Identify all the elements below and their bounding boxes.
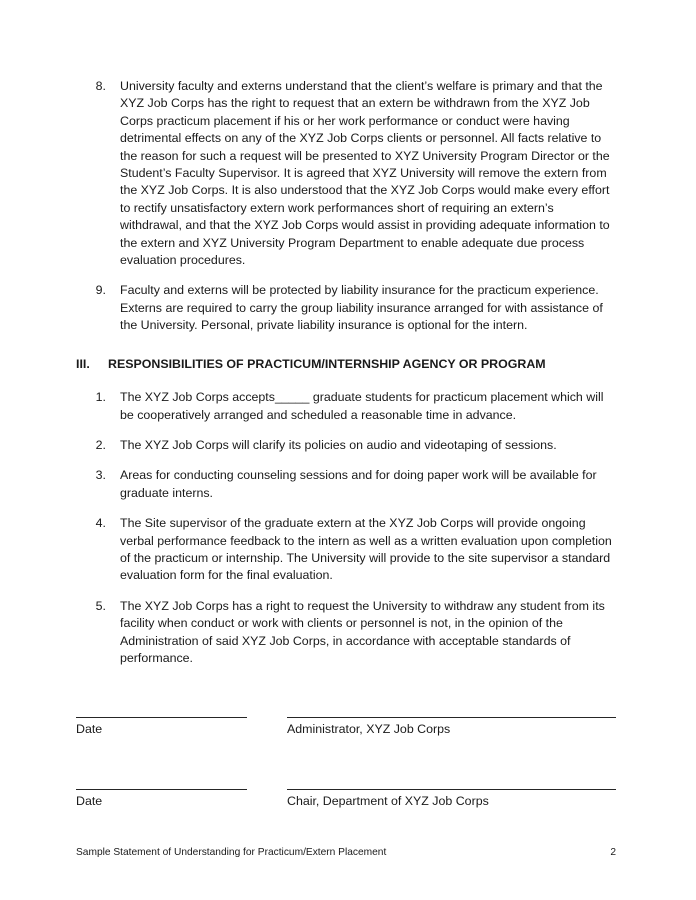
- footer-title: Sample Statement of Understanding for Practicum/Extern Placement: [76, 847, 387, 858]
- list-item-text: Faculty and externs will be protected by liability insurance for the practicum experience. Externs are required to carry the group liability insurance arranged for with assistance of the University. Personal, private liability insurance is optional for the intern.: [120, 283, 603, 333]
- list-item: [76, 282, 616, 334]
- list-item-text: University faculty and externs understand that the client’s welfare is primary and that the XYZ Job Corps has the right to request that an extern be withdrawn from the XYZ Job Corps practicum placement if his or her work performance or conduct were having detrimental effects on any of the XYZ Job Corps clients or personnel. All facts relative to the reason for such a request will be presented to XYZ University Program Director or the Student’s Faculty Supervisor. It is agreed that XYZ University will remove the extern from the XYZ Job Corps. It is also understood that the XYZ Job Corps would make every effort to rectify unsatisfactory extern work performances short of requiring an extern’s withdrawal, and that the XYZ Job Corps would assist in providing adequate information to the extern and XYZ University Program Department to enable adequate due process evaluation procedures.: [120, 79, 610, 268]
- list-item-number: 8.: [95, 79, 106, 93]
- list-item-text: The Site supervisor of the graduate extern at the XYZ Job Corps will provide ongoing verbal performance feedback to the intern as well as a written evaluation upon completion of the practicum or internship. The University will provide to the site supervisor a standard evaluation form for the final evaluation.: [120, 516, 612, 583]
- date-signature-line: [76, 717, 247, 718]
- list-item: [76, 389, 616, 424]
- list-item-text: The XYZ Job Corps will clarify its policies on audio and videotaping of sessions.: [120, 437, 557, 452]
- list-item: [76, 467, 616, 502]
- signature-row: [76, 697, 616, 769]
- signature-row: [76, 769, 616, 841]
- section-ii-list: [76, 78, 616, 335]
- list-item-number: 4.: [95, 516, 106, 531]
- list-item-number: 9.: [95, 283, 106, 298]
- signature-area: [76, 697, 616, 841]
- date-label: Date: [76, 794, 103, 809]
- document-content: [76, 78, 616, 841]
- chair-label: Chair, Department of XYZ Job Corps: [287, 794, 489, 809]
- section-heading-iii: [76, 356, 616, 373]
- chair-signature-line: [287, 789, 616, 790]
- section-title: RESPONSIBILITIES OF PRACTICUM/INTERNSHIP AGENCY OR PROGRAM: [108, 356, 546, 371]
- list-item: [76, 437, 616, 454]
- footer-page-number: 2: [610, 847, 616, 858]
- list-item-text: The XYZ Job Corps has a right to request the University to withdraw any student from its facility when conduct or work with clients or personnel is not, in the opinion of the Administration of said XYZ Job Corps, in accordance with acceptable standards of performance.: [120, 598, 605, 665]
- list-item-number: 2.: [95, 437, 106, 452]
- section-iii-list: [76, 389, 616, 667]
- date-label: Date: [76, 722, 103, 737]
- list-item-text: Areas for conducting counseling sessions and for doing paper work will be available for graduate interns.: [120, 468, 597, 500]
- list-item: [76, 598, 616, 668]
- administrator-label: Administrator, XYZ Job Corps: [287, 722, 451, 737]
- list-item-number: 5.: [95, 598, 106, 613]
- date-signature-line: [76, 789, 247, 790]
- list-item: [76, 515, 616, 585]
- section-numeral: III.: [76, 356, 90, 371]
- list-item-number: 3.: [95, 468, 106, 483]
- list-item: [76, 78, 616, 269]
- list-item-text: The XYZ Job Corps accepts_____ graduate students for practicum placement which will be cooperatively arranged and scheduled a reasonable time in advance.: [120, 390, 604, 422]
- page-footer: [76, 846, 616, 860]
- administrator-signature-line: [287, 717, 616, 718]
- list-item-number: 1.: [95, 390, 106, 405]
